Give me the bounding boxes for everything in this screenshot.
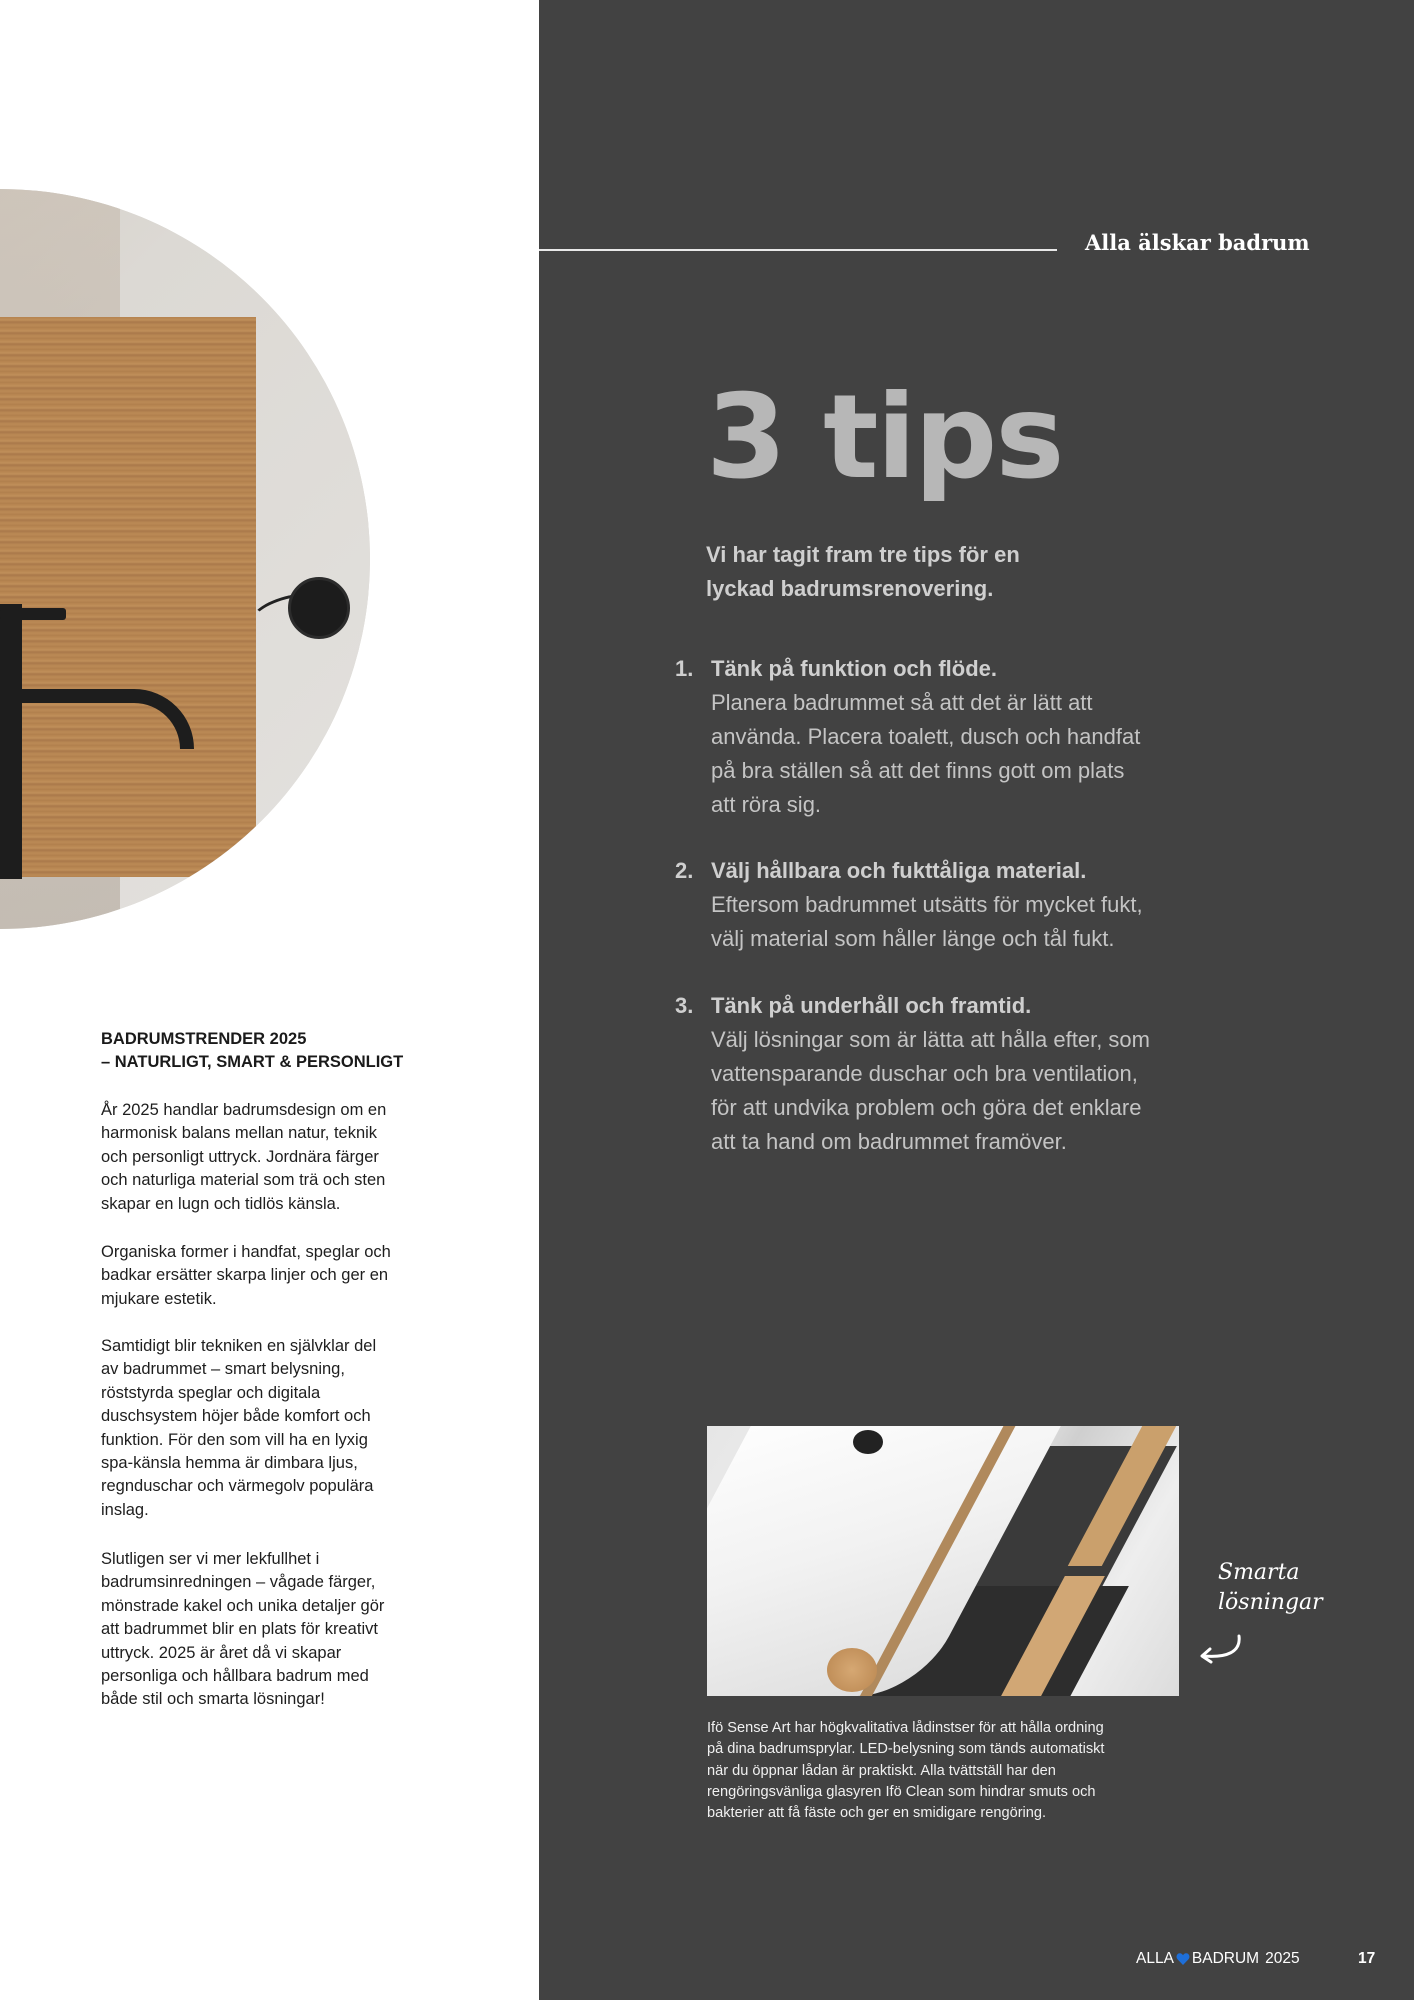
handwritten-note: Smarta lösningar bbox=[1218, 1560, 1323, 1615]
trends-paragraph: År 2025 handlar badrumsdesign om en harmonisk balans mellan natur, teknik och personligt uttryck. Jordnära färger och naturliga material som trä och sten skapar en lugn och tidlös känsla. bbox=[101, 1101, 387, 1213]
section-title: Alla älskar badrum bbox=[1085, 230, 1310, 255]
faucet-photo-circle bbox=[0, 189, 370, 929]
wood-panel bbox=[0, 317, 256, 877]
curved-arrow-icon bbox=[1195, 1632, 1247, 1666]
tips-lead: Vi har tagit fram tre tips för en lyckad badrumsrenovering. bbox=[706, 542, 1020, 601]
footer-brand: ALLA BADRUM 2025 bbox=[1136, 1950, 1300, 1967]
left-column bbox=[0, 0, 539, 2000]
trends-paragraph: Samtidigt blir tekniken en självklar del av badrummet – smart belysning, röststyrda speglar och digitala duschsystem höjer både komfort och funktion. För den som vill ha en lyxig spa-känsla hemma är dimbara ljus, regnduschar och värmegolv populära inslag. bbox=[101, 1337, 377, 1519]
heart-icon bbox=[1176, 1952, 1190, 1966]
trends-paragraph: Slutligen ser vi mer lekfullhet i badrumsinredningen – vågade färger, mönstrade kakel och unika detaljer gör att badrummet blir en plats för kreativt uttryck. 2025 är året då vi skapar personliga och hållbara badrum med både stil och smarta lösningar! bbox=[101, 1550, 385, 1709]
tips-title: 3 tips bbox=[706, 370, 1063, 505]
page-number: 17 bbox=[1358, 1950, 1376, 1967]
trends-heading: BADRUMSTRENDER 2025 – NATURLIGT, SMART & PERSONLIGT bbox=[101, 1030, 404, 1071]
drawer-photo bbox=[707, 1426, 1179, 1696]
trends-paragraph: Organiska former i handfat, speglar och badkar ersätter skarpa linjer och ger en mjukare estetik. bbox=[101, 1243, 391, 1308]
faucet-spout bbox=[10, 689, 194, 749]
wall-knob bbox=[288, 577, 350, 639]
faucet-body bbox=[0, 604, 22, 879]
header-rule bbox=[539, 249, 1057, 251]
photo-caption: Ifö Sense Art har högkvalitativa lådinstser för att hålla ordning på dina badrumsprylar. LED-belysning som tänds automatiskt när du öppnar lådan är praktiskt. Alla tvättställ har den rengöringsvänliga glasyren Ifö Clean som hindrar smuts och bakterier att få fäste och ger en smidigare rengöring. bbox=[707, 1720, 1105, 1822]
